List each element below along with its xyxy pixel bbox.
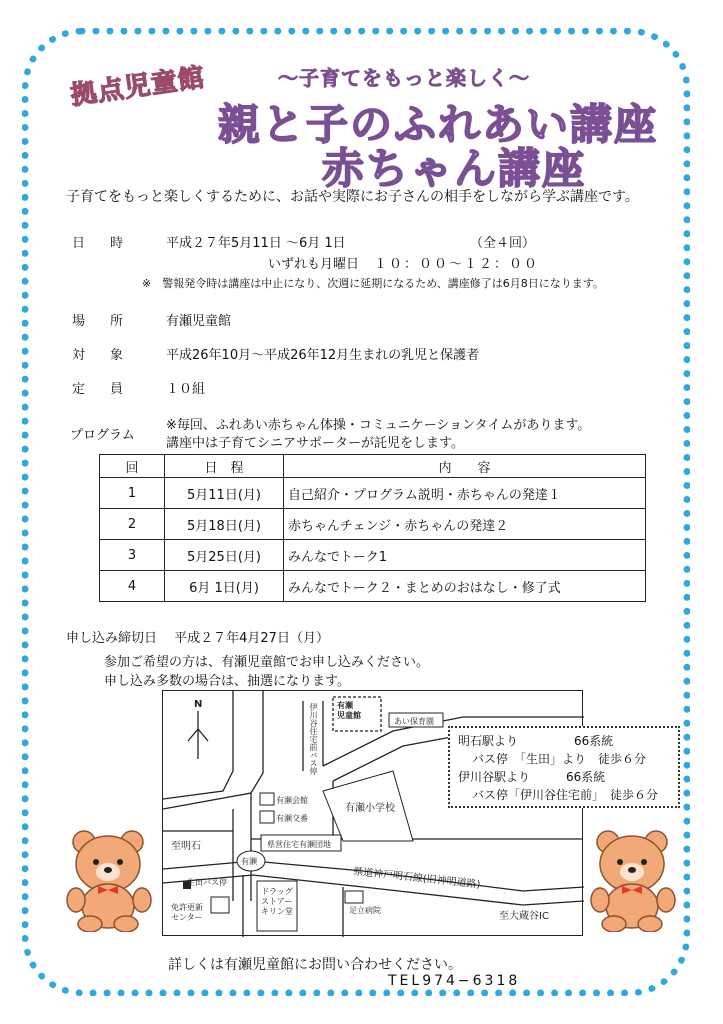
row-content: みんなでトーク２・まとめのおはなし・修了式 xyxy=(284,571,646,602)
capacity-label: 定 員 xyxy=(72,382,130,397)
program-label: プログラム xyxy=(70,428,135,443)
access-line-2: バス停 「生田」より 徒歩６分 xyxy=(472,752,647,766)
map-facility: 有瀬 児童館 xyxy=(337,701,361,720)
row-content: 赤ちゃんチェンジ・赤ちゃんの発達２ xyxy=(284,509,646,540)
target-label: 対 象 xyxy=(72,348,130,363)
access-line-1a: 明石駅より xyxy=(458,734,519,748)
capacity-value: １０組 xyxy=(166,382,206,397)
row-num: 3 xyxy=(100,540,165,571)
table-header-row xyxy=(100,455,646,478)
date-label: 日 時 xyxy=(72,236,130,251)
date-count: （全４回） xyxy=(470,236,536,251)
map-hospital: 足立病院 xyxy=(349,906,381,915)
date-day: いずれも月曜日 xyxy=(268,257,360,272)
target-value: 平成26年10月～平成26年12月生まれの乳児と保護者 xyxy=(166,348,480,363)
program-table xyxy=(99,454,646,602)
title-line-2: 赤ちゃん講座 xyxy=(322,144,587,193)
map-school: 有瀬小学校 xyxy=(345,803,395,814)
map-arise: 有瀬 xyxy=(241,857,257,866)
apply-line-1: 参加ご希望の方は、有瀬児童館でお申し込みください。 xyxy=(104,655,430,670)
inquiry-text: 詳しくは有瀬児童館にお問い合わせください。 xyxy=(168,957,462,973)
title-line-1: 親と子のふれあい講座 xyxy=(218,100,659,149)
map-ikuta-bus: 生田バス停 xyxy=(187,878,227,887)
row-date: 5月11日(月) xyxy=(165,478,284,509)
row-num: 1 xyxy=(100,478,165,509)
table-row xyxy=(100,571,646,602)
access-line-3a: 伊川谷駅より xyxy=(458,770,531,784)
map-license: 免許更新 センター xyxy=(171,903,203,922)
table-row xyxy=(100,540,646,571)
intro-text: 子育てをもっと楽しくするために、お話や実際にお子さんの相手をしながら学ぶ講座です。 xyxy=(66,189,639,205)
badge-label: 拠点児童館 xyxy=(68,62,207,112)
map-koban: 有瀬交番 xyxy=(276,814,308,823)
access-line-3b: 66系統 xyxy=(566,770,606,784)
access-line-1b: 66系統 xyxy=(574,734,614,748)
map-north: N xyxy=(194,699,203,710)
row-num: 2 xyxy=(100,509,165,540)
date-note: ※ 警報発令時は講座は中止になり、次週に延期になるため、講座修了は6月8日になります。 xyxy=(142,277,604,290)
row-date: 6月 1日(月) xyxy=(165,571,284,602)
header-num: 回 xyxy=(100,455,165,478)
map-danchi: 県営住宅有瀬団地 xyxy=(267,840,331,849)
subtitle: ～子育てをもっと楽しく～ xyxy=(278,66,530,90)
teddy-bear-left-icon xyxy=(62,828,158,932)
map-community: 有瀬会館 xyxy=(276,796,308,805)
map-drugstore: ドラッグ ストアー キリン堂 xyxy=(261,887,293,916)
map-bus-stop-vert: 伊川谷住宅前バス停 xyxy=(309,703,318,775)
map-okuradani: 至大蔵谷IC xyxy=(499,911,549,922)
date-value: 平成２７年5月11日 ～6月 1日 xyxy=(166,236,346,251)
place-label: 場 所 xyxy=(72,314,130,329)
access-line-4: バス停「伊川谷住宅前」 徒歩６分 xyxy=(472,788,659,802)
row-content: みんなでトーク1 xyxy=(284,540,646,571)
deadline: 申し込み締切日 平成２７年4月27日（月） xyxy=(66,631,329,646)
telephone: TEL974−6318 xyxy=(388,973,521,989)
row-num: 4 xyxy=(100,571,165,602)
date-time: １０：００～１２：００ xyxy=(374,257,540,272)
header-date: 日 程 xyxy=(165,455,284,478)
teddy-bear-right-icon xyxy=(586,828,682,932)
map-aiho: あい保育園 xyxy=(394,717,434,726)
map-route: 県道神戸明石線(旧神明道路) xyxy=(352,866,481,891)
map-akashi: 至明石 xyxy=(171,841,201,852)
program-note-1: ※毎回、ふれあい赤ちゃん体操・コミュニケーションタイムがあります。 xyxy=(166,418,591,433)
row-date: 5月18日(月) xyxy=(165,509,284,540)
header-content: 内 容 xyxy=(284,455,646,478)
row-date: 5月25日(月) xyxy=(165,540,284,571)
row-content: 自己紹介・プログラム説明・赤ちゃんの発達１ xyxy=(284,478,646,509)
access-info xyxy=(448,726,680,808)
table-row xyxy=(100,509,646,540)
table-row xyxy=(100,478,646,509)
apply-line-2: 申し込み多数の場合は、抽選になります。 xyxy=(104,674,350,689)
place-value: 有瀬児童館 xyxy=(166,314,232,329)
program-note-2: 講座中は子育てシニアサポーターが託児をします。 xyxy=(166,436,464,451)
